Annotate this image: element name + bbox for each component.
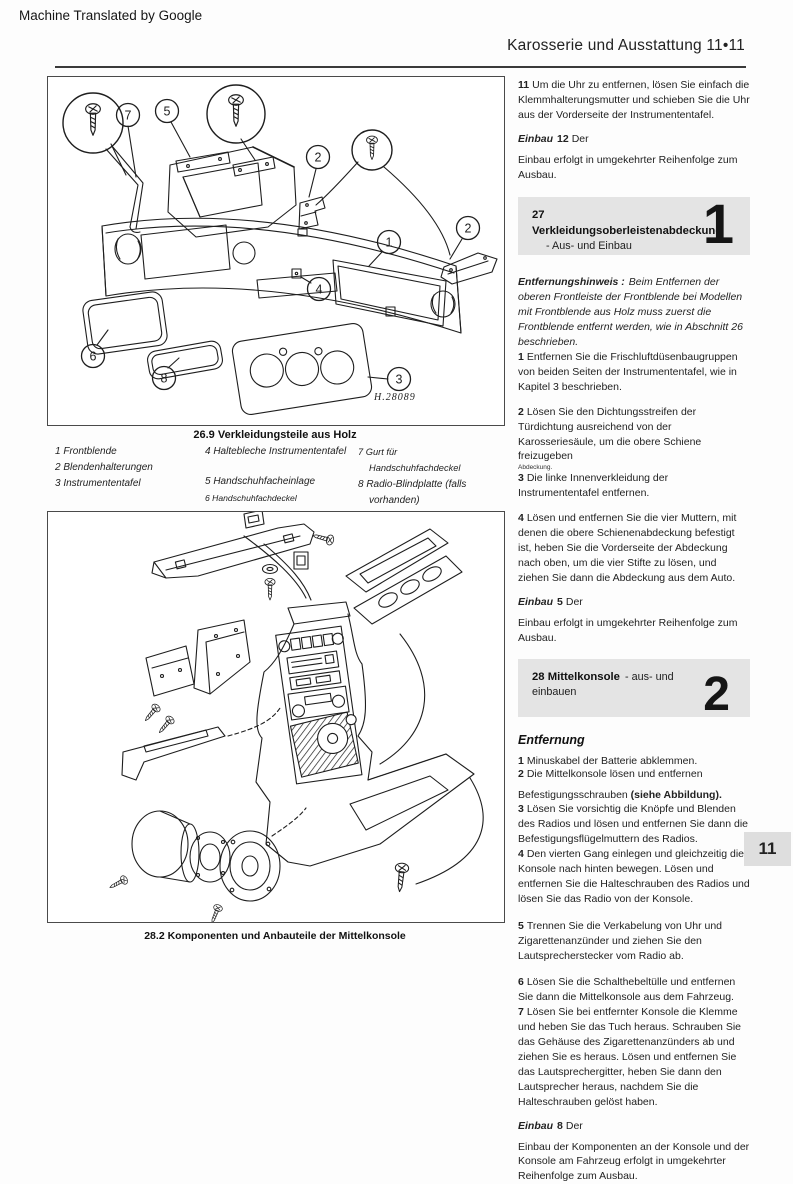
glovebox-strap bbox=[106, 144, 143, 232]
fascia-panel bbox=[102, 218, 461, 333]
retaining-clip bbox=[244, 512, 264, 528]
s28-step-3: 3 Lösen Sie vorsichtig die Knöpfe und Blenden des Radios und lösen und entfernen Sie dann die Befestigungsflügelmuttern des Radios. bbox=[518, 803, 749, 846]
svg-text:7: 7 bbox=[124, 108, 132, 123]
s28-step-1: 1 Minuskabel der Batterie abklemmen. bbox=[518, 755, 698, 768]
callout-5 bbox=[156, 100, 179, 123]
step-text: Der bbox=[571, 132, 589, 145]
leader-line bbox=[416, 778, 483, 884]
svg-text:3: 3 bbox=[395, 372, 403, 387]
svg-text:8: 8 bbox=[160, 371, 168, 386]
legend-item: 6 Handschuhfachdeckel bbox=[205, 493, 297, 503]
figure-26-9 bbox=[47, 76, 505, 426]
s27-step-3: 3 Die linke Innenverkleidung der Instrumententafel entfernen. bbox=[518, 472, 669, 500]
screw-icon bbox=[142, 703, 162, 724]
screw-icon bbox=[108, 875, 129, 892]
s28-step-6: 6 Lösen Sie die Schalthebeltülle und entfernen Sie dann die Mittelkonsole aus dem Fahrzeug. bbox=[518, 976, 736, 1004]
leader-line bbox=[244, 536, 306, 598]
removal-note bbox=[518, 275, 750, 350]
callout-7 bbox=[117, 104, 140, 127]
leader-line bbox=[228, 708, 280, 736]
callout-3 bbox=[388, 368, 411, 391]
svg-text:5: 5 bbox=[163, 104, 171, 119]
s27-step-2: 2 Lösen Sie den Dichtungsstreifen der Türdichtung ausreichend von der Karosseriesäule, um die obere Schiene freizugeben Abdeckung. bbox=[518, 405, 750, 472]
screw-icon bbox=[208, 903, 224, 922]
screw-icon bbox=[207, 85, 265, 143]
einbau-8-line: Einbau 8 Der bbox=[518, 1119, 583, 1132]
entfernung-heading: Entfernung bbox=[518, 732, 585, 747]
section-28-subtitle: - aus- und einbauen bbox=[532, 670, 674, 698]
legend-item: 2 Blendenhalterungen bbox=[55, 462, 153, 473]
svg-text:6: 6 bbox=[89, 349, 97, 364]
tiny-word: Abdeckung. bbox=[518, 464, 553, 472]
console-bracket bbox=[146, 646, 194, 696]
svg-text:4: 4 bbox=[315, 282, 323, 297]
figure-28-2 bbox=[47, 511, 505, 923]
callout-4 bbox=[308, 278, 331, 301]
drawing-code: H.28089 bbox=[374, 392, 416, 403]
svg-text:1: 1 bbox=[385, 235, 393, 250]
reinstall-note: Einbau erfolgt in umgekehrter Reihenfolge zum Ausbau. bbox=[518, 153, 738, 181]
centre-console-body bbox=[256, 602, 474, 866]
leader-line bbox=[384, 167, 450, 255]
legend-item: 3 Instrumententafel bbox=[55, 478, 141, 489]
retaining-clip bbox=[294, 552, 308, 569]
screw-icon bbox=[156, 715, 176, 736]
glovebox-lid-panel bbox=[82, 291, 169, 356]
figure-28-2-caption: 28.2 Komponenten und Anbauteile der Mittelkonsole bbox=[144, 930, 406, 942]
screw-icon bbox=[352, 130, 392, 170]
einbau-5-line: Einbau 5 Der bbox=[518, 595, 583, 608]
s28-step-7: 7 Lösen Sie bei entfernter Konsole die Klemme und heben Sie das Tuch heraus. Schrauben Sie das Gehäuse des Zigarettenanzünders ab und ziehen Sie es heraus. Lösen und entfernen Sie das Lautsprechergitter, heben Sie dann den Lautsprecher heraus, nachdem Sie die Halteschrauben gelöst haben. bbox=[518, 1006, 741, 1108]
svg-text:2: 2 bbox=[464, 221, 472, 236]
callout-2-left bbox=[307, 146, 330, 169]
console-mounting-rail bbox=[152, 524, 314, 578]
s28-step-4: 4 Den vierten Gang einlegen und gleichzeitig die Konsole nach hinten bewegen. Lösen und entfernen Sie die Halteschrauben des Radios und lösen Sie das Radio von der Konsole. bbox=[518, 848, 750, 905]
section-28-header bbox=[518, 659, 750, 721]
figure-26-9-drawing bbox=[48, 77, 504, 425]
text-column bbox=[518, 78, 750, 1184]
reinstall-note: Einbau erfolgt in umgekehrter Reihenfolge zum Ausbau. bbox=[518, 616, 738, 644]
step-number: 11 bbox=[518, 79, 530, 91]
mounting-bracket bbox=[441, 253, 497, 284]
header-divider bbox=[55, 66, 746, 68]
section-27-title: 27 Verkleidungsoberleistenabdeckung - Aus- und Einbau bbox=[532, 209, 723, 252]
s28-step-2b: Befestigungsschrauben (siehe Abbildung). bbox=[518, 788, 722, 801]
side-trim-panel bbox=[122, 727, 225, 780]
figure-26-9-legend-col2 bbox=[205, 444, 355, 506]
callout-6 bbox=[82, 345, 105, 368]
s28-step-2: 2 Die Mittelkonsole lösen und entfernen bbox=[518, 768, 703, 781]
leader-line bbox=[380, 634, 425, 764]
step-number: 12 bbox=[557, 132, 569, 145]
einbau-12-line bbox=[518, 132, 750, 147]
screw-icon bbox=[311, 530, 334, 545]
s27-step-1: 1 Entfernen Sie die Frischluftdüsenbaugruppen von beiden Seiten der Instrumententafel, wie in Kapitel 3 beschrieben. bbox=[518, 350, 738, 393]
machine-translated-watermark: Machine Translated by Google bbox=[19, 8, 203, 23]
page-title: Karosserie und Ausstattung 11•11 bbox=[507, 37, 745, 54]
note-label: Entfernungshinweis : bbox=[518, 276, 625, 289]
paragraph-11 bbox=[518, 78, 750, 123]
leader-line bbox=[272, 808, 306, 836]
s28-step-5: 5 Trennen Sie die Verkabelung von Uhr und Zigarettenanzünder und ziehen Sie den Lautsprecherstecker vom Radio ab. bbox=[518, 919, 723, 962]
section-28-big-number: 2 bbox=[703, 667, 730, 721]
section-27-header bbox=[518, 192, 750, 256]
section-28-title: 28 Mittelkonsole - aus- und einbauen bbox=[532, 670, 674, 698]
section-27-subtitle: - Aus- und Einbau bbox=[546, 239, 632, 252]
section-27-big-number: 1 bbox=[702, 192, 734, 256]
figure-26-9-legend-col1 bbox=[55, 444, 200, 492]
s27-step-4: 4 Lösen und entfernen Sie die vier Muttern, mit denen die obere Schienenabdeckung befestigt ist, heben Sie die Vorderseite der Abdeckung nach oben, um die vier Stifte zu lösen, und ziehen Sie dann die Abdeckung aus dem Auto. bbox=[518, 512, 737, 584]
speaker-assembly bbox=[132, 811, 280, 901]
note-text: Beim Entfernen der oberen Frontleiste der Frontblende bei Modellen mit Frontblende aus Holz muss zuerst die Frontblende entfernt werden, wie in Abschnitt 26 beschrieben. bbox=[518, 276, 743, 349]
figure-26-9-caption: 26.9 Verkleidungsteile aus Holz bbox=[193, 429, 357, 441]
svg-text:2: 2 bbox=[314, 150, 322, 165]
leader-line bbox=[171, 122, 190, 157]
figure-28-2-drawing bbox=[48, 512, 504, 922]
einbau-label: Einbau bbox=[518, 132, 554, 145]
screw-icon bbox=[393, 863, 409, 893]
speaker-grille-frame bbox=[346, 529, 448, 592]
instrument-panel bbox=[231, 322, 373, 416]
console-bracket bbox=[194, 620, 250, 694]
legend-item: 1 Frontblende bbox=[55, 446, 117, 457]
legend-item: 7 Gurt für Handschuhfachdeckel bbox=[358, 447, 461, 473]
legend-item: 4 Haltebleche Instrumententafel bbox=[205, 446, 347, 457]
legend-item: 5 Handschuhfacheinlage bbox=[205, 476, 316, 487]
legend-item: 8 Radio-Blindplatte (falls vorhanden) bbox=[358, 479, 467, 506]
washer-and-bolt bbox=[263, 565, 278, 601]
step-text: Um die Uhr zu entfernen, lösen Sie einfach die Klemmhalterungsmutter und schieben Sie die Uhr aus der Vorderseite der Instrumententafel. bbox=[518, 79, 750, 121]
screw-icon bbox=[63, 93, 123, 153]
mounting-bracket bbox=[299, 197, 325, 229]
page-number-tab: 11 bbox=[744, 832, 791, 866]
callout-2-right bbox=[457, 217, 480, 240]
callout-1 bbox=[378, 231, 401, 254]
final-note: Einbau der Komponenten an der Konsole und der Konsole am Fahrzeug erfolgt in umgekehrter Reihenfolge zum Ausbau. bbox=[518, 1140, 750, 1183]
figure-26-9-legend-col3 bbox=[358, 444, 490, 509]
